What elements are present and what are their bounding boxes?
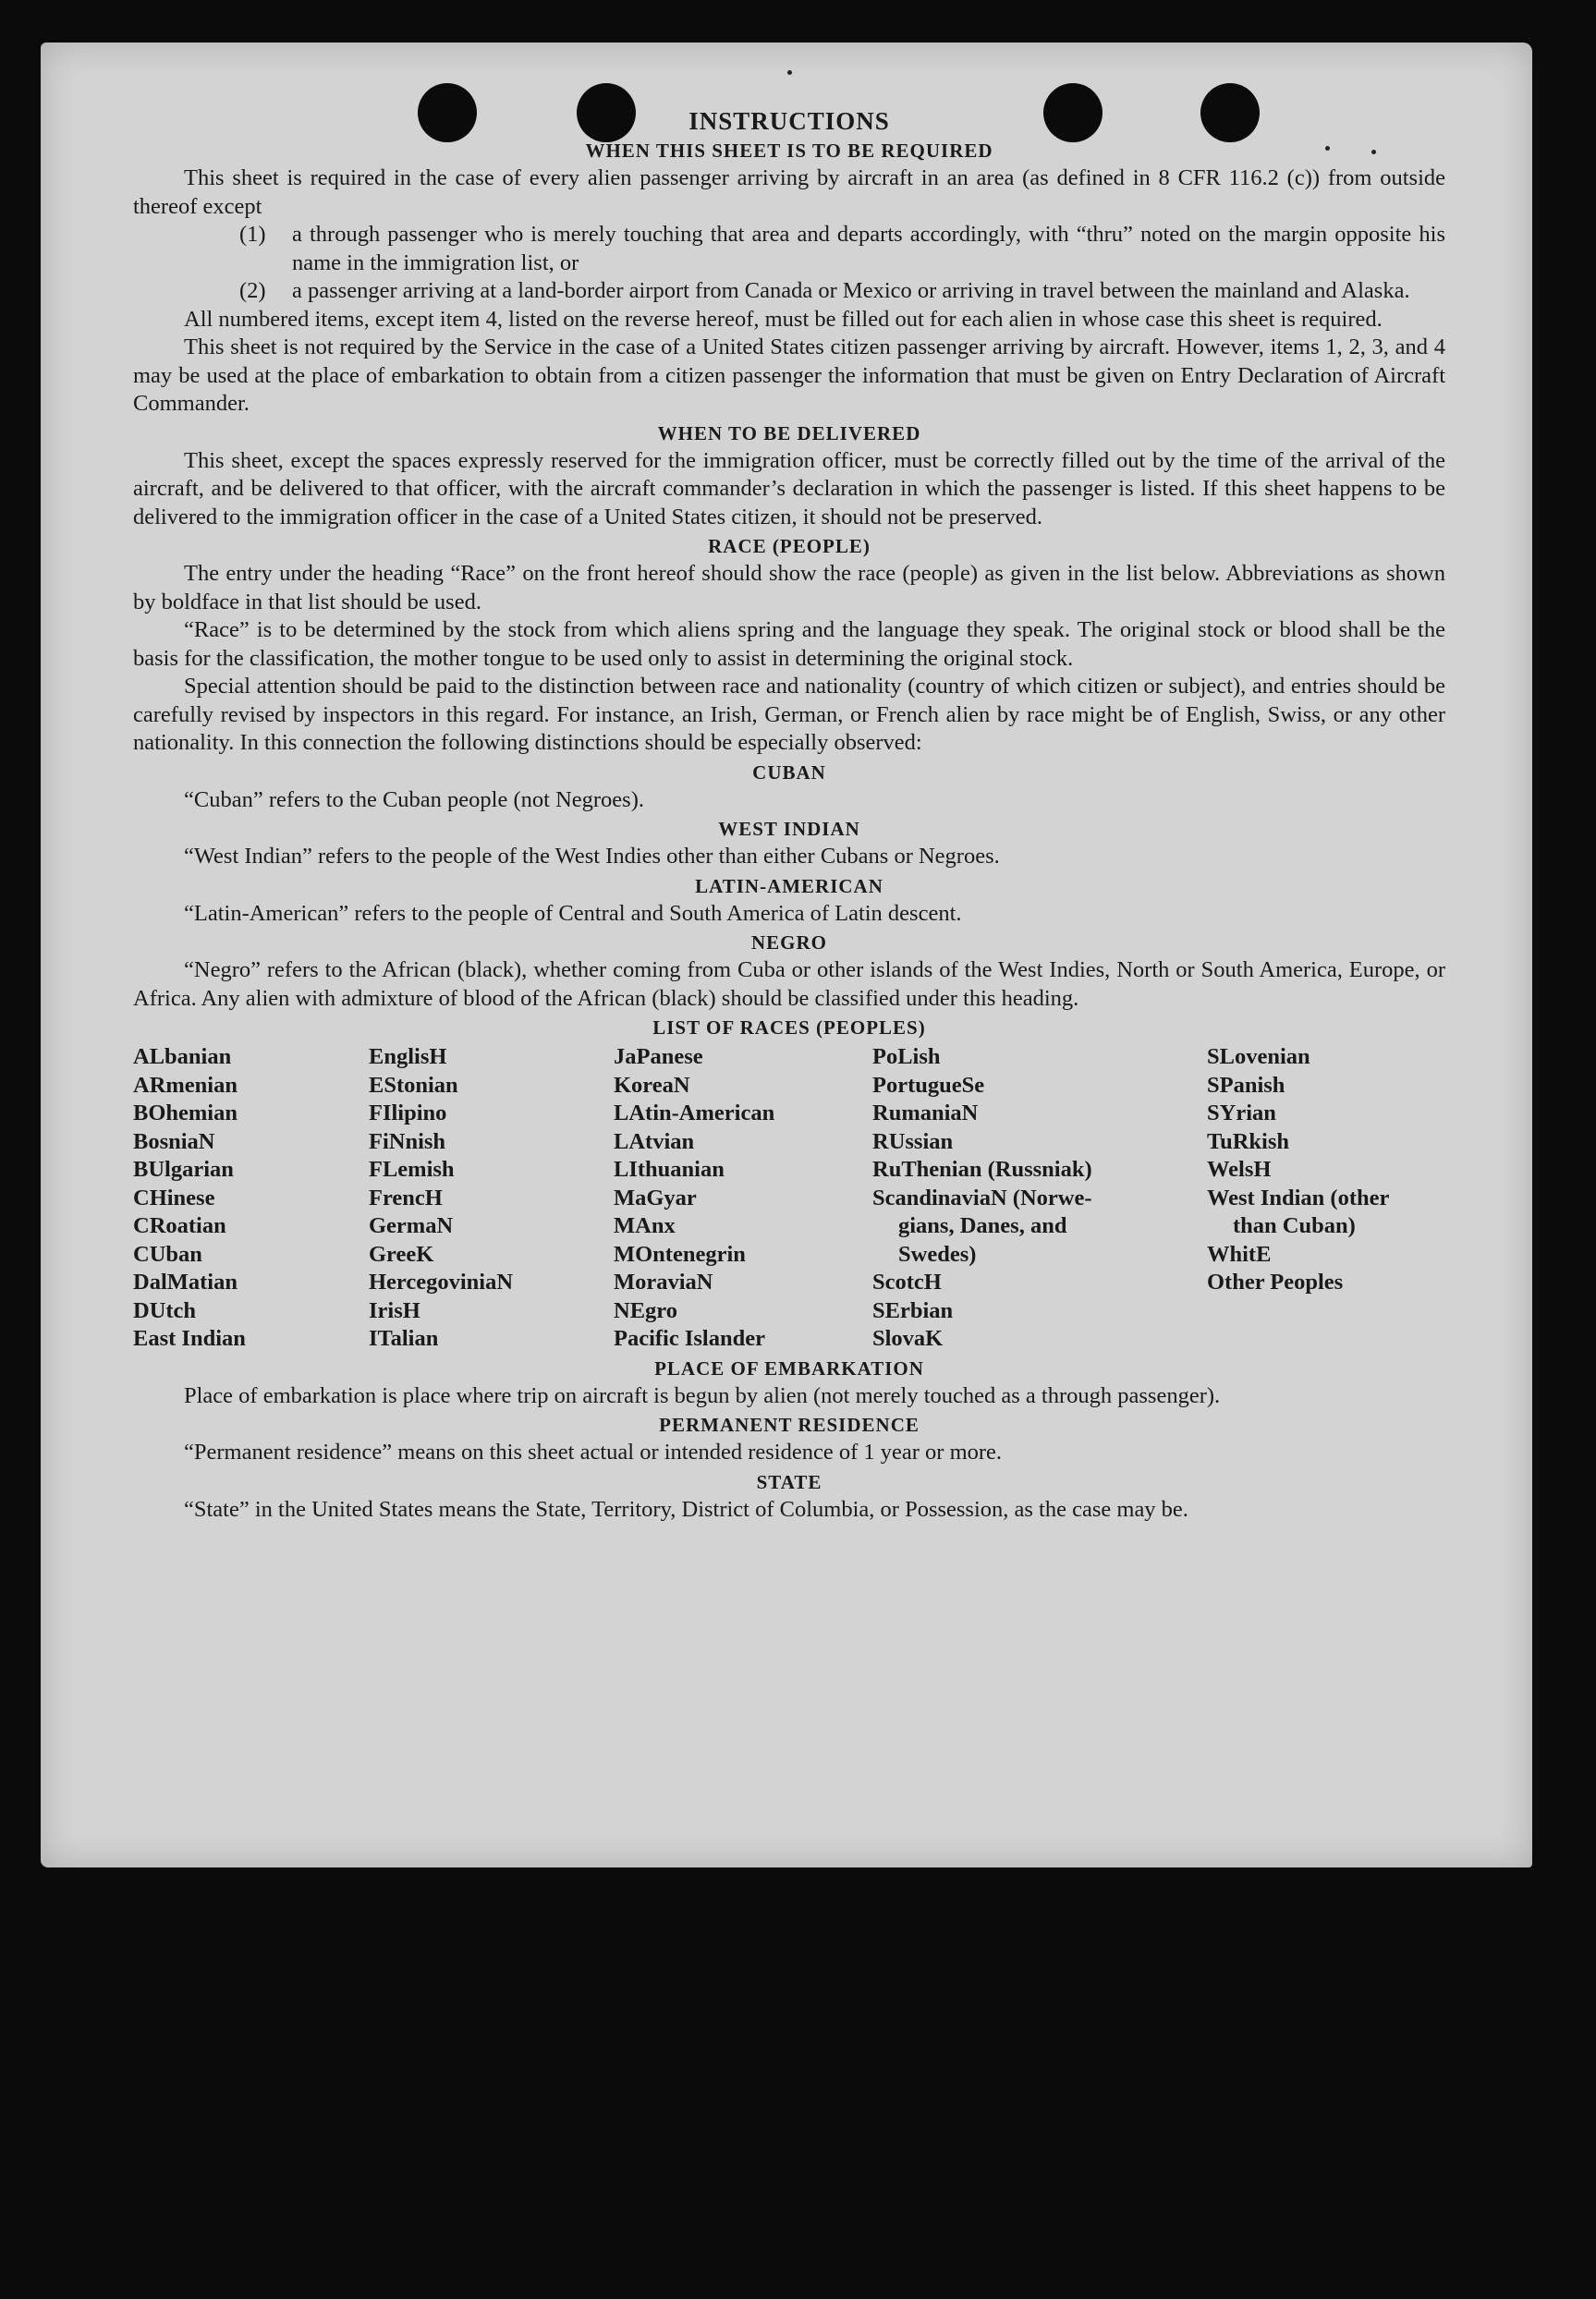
section-heading-cuban: CUBAN	[752, 760, 826, 784]
race-entry: gians, Danes, and	[898, 1213, 1067, 1238]
race-entry: LAtin-American	[614, 1101, 775, 1125]
race-entry: SYrian	[1207, 1101, 1276, 1125]
race-entry: ITalian	[369, 1326, 439, 1351]
paragraph: Place of embarkation is place where trip on aircraft is begun by alien (not merely touched as a through passenger).	[184, 1382, 1221, 1408]
race-entry: DalMatian	[133, 1270, 238, 1295]
document-page	[41, 43, 1532, 1867]
race-entry: LIthuanian	[614, 1157, 725, 1182]
race-entry: BUlgarian	[133, 1157, 234, 1182]
race-entry: East Indian	[133, 1326, 246, 1351]
race-entry: CHinese	[133, 1185, 215, 1210]
race-entry: KoreaN	[614, 1072, 690, 1098]
race-entry: JaPanese	[614, 1044, 703, 1069]
paragraph: This sheet is required in the case of every alien passenger arriving by aircraft in an area (as defined in 8 CFR 116.2 (c)) from outside thereof except	[133, 165, 1445, 219]
race-entry: WhitE	[1207, 1241, 1272, 1267]
race-entry: PoLish	[872, 1044, 941, 1069]
race-entry: PortugueSe	[872, 1072, 985, 1098]
race-entry: HercegoviniaN	[369, 1270, 514, 1295]
race-entry: Pacific Islander	[614, 1326, 765, 1351]
paragraph: “Permanent residence” means on this sheet actual or intended residence of 1 year or more.	[184, 1440, 1003, 1465]
paragraph: This sheet is not required by the Service in the case of a United States citizen passenger arriving by aircraft. However, items 1, 2, 3, and 4 may be used at the place of embarkation to obtain from a citizen passenger the information that must be given on Entry Declaration of Aircraft Commander.	[133, 335, 1445, 416]
race-entry: ALbanian	[133, 1044, 232, 1069]
race-entry: LAtvian	[614, 1128, 695, 1154]
speck	[787, 70, 792, 75]
instructions-body	[133, 107, 1445, 1524]
race-entry: FIlipino	[369, 1101, 447, 1125]
race-entry: WelsH	[1207, 1157, 1272, 1182]
paragraph: This sheet, except the spaces expressly reserved for the immigration officer, must be correctly filled out by the time of the arrival of the aircraft, and be delivered to that officer, with the aircraft commander’s declaration in which the passenger is listed. If this sheet happens to be delivered to the immigration officer in the case of a United States citizen, it should not be preserved.	[133, 447, 1445, 529]
race-entry: MoraviaN	[614, 1270, 713, 1295]
race-entry: GreeK	[369, 1241, 434, 1267]
race-entry: BosniaN	[133, 1128, 215, 1154]
race-entry: SlovaK	[872, 1326, 944, 1351]
race-entry: CRoatian	[133, 1213, 226, 1238]
list-item: (1) a through passenger who is merely touching that area and departs accordingly, with “thru” noted on the margin opposite his name in the immigration list, or	[239, 222, 1445, 275]
race-column	[872, 1043, 1207, 1354]
race-entry: FLemish	[369, 1157, 455, 1182]
race-column	[369, 1043, 614, 1354]
race-entry: NEgro	[614, 1297, 677, 1323]
race-entry: DUtch	[133, 1297, 197, 1323]
race-entry: SErbian	[872, 1297, 954, 1323]
race-entry: MaGyar	[614, 1185, 697, 1210]
race-entry: CUban	[133, 1241, 202, 1267]
paragraph: “Negro” refers to the African (black), whether coming from Cuba or other islands of the West Indies, North or South America, Europe, or Africa. Any alien with admixture of blood of the African (black) should be classified under this heading.	[133, 957, 1445, 1011]
race-entry: RUssian	[872, 1128, 954, 1154]
list-item: (2) a passenger arriving at a land-border airport from Canada or Mexico or arriving in travel between the mainland and Alaska.	[239, 278, 1410, 303]
race-entry: ScandinaviaN (Norwe-	[872, 1185, 1092, 1210]
race-entry: SLovenian	[1207, 1044, 1310, 1069]
paragraph: “Latin-American” refers to the people of Central and South America of Latin descent.	[184, 900, 962, 926]
paragraph: “State” in the United States means the State, Territory, District of Columbia, or Possession, as the case may be.	[184, 1496, 1188, 1522]
section-heading-embarkation: PLACE OF EMBARKATION	[654, 1356, 924, 1380]
section-heading-state: STATE	[756, 1470, 822, 1493]
section-heading-race: RACE (PEOPLE)	[708, 535, 871, 557]
race-entry: Other Peoples	[1207, 1270, 1344, 1295]
section-heading-latin-american: LATIN-AMERICAN	[695, 874, 883, 897]
race-entry: GermaN	[369, 1213, 454, 1238]
race-column	[1207, 1043, 1445, 1354]
paragraph: “Race” is to be determined by the stock from which aliens spring and the language they speak. The original stock or blood shall be the basis for the classification, the mother tongue to be used only to assist in determining the original stock.	[133, 617, 1445, 671]
section-heading-delivered: WHEN TO BE DELIVERED	[657, 421, 921, 444]
section-heading-required: WHEN THIS SHEET IS TO BE REQUIRED	[585, 140, 993, 162]
paragraph: “West Indian” refers to the people of the West Indies other than either Cubans or Negroes.	[184, 844, 1000, 869]
race-entry: West Indian (other	[1207, 1185, 1390, 1210]
race-entry: FiNnish	[369, 1128, 446, 1154]
race-entry: BOhemian	[133, 1101, 238, 1125]
race-column	[133, 1043, 369, 1354]
race-list	[133, 1043, 1445, 1354]
section-heading-negro: NEGRO	[750, 931, 827, 954]
race-entry: than Cuban)	[1233, 1213, 1356, 1238]
race-entry: EStonian	[369, 1072, 458, 1098]
paragraph: The entry under the heading “Race” on the front hereof should show the race (people) as given in the list below. Abbreviations as shown by boldface in that list should be used.	[133, 561, 1445, 614]
paragraph: Special attention should be paid to the distinction between race and nationality (country of which citizen or subject), and entries should be carefully revised by inspectors in this regard. For instance, an Irish, German, or French alien by race might be of English, Swiss, or any other nationality. In this connection the following distinctions should be especially observed:	[133, 674, 1445, 755]
race-entry: ScotcH	[872, 1270, 942, 1295]
page-title: INSTRUCTIONS	[688, 107, 890, 135]
race-column	[614, 1043, 872, 1354]
race-entry: RuThenian (Russniak)	[872, 1157, 1092, 1182]
race-entry: IrisH	[369, 1297, 420, 1323]
race-entry: TuRkish	[1207, 1128, 1290, 1154]
section-heading-west-indian: WEST INDIAN	[718, 818, 860, 840]
race-entry: FrencH	[369, 1185, 443, 1210]
section-heading-residence: PERMANENT RESIDENCE	[659, 1414, 920, 1436]
paragraph: All numbered items, except item 4, listed on the reverse hereof, must be filled out for each alien in whose case this sheet is required.	[184, 306, 1383, 332]
section-heading-list-of-races: LIST OF RACES (PEOPLES)	[652, 1016, 926, 1039]
race-entry: EnglisH	[369, 1044, 447, 1069]
race-entry: SPanish	[1207, 1072, 1285, 1098]
race-entry: RumaniaN	[872, 1101, 979, 1125]
race-entry: ARmenian	[133, 1072, 238, 1098]
race-entry: Swedes)	[898, 1241, 977, 1267]
paragraph: “Cuban” refers to the Cuban people (not Negroes).	[184, 786, 644, 812]
race-entry: MAnx	[614, 1213, 676, 1238]
race-entry: MOntenegrin	[614, 1241, 746, 1267]
